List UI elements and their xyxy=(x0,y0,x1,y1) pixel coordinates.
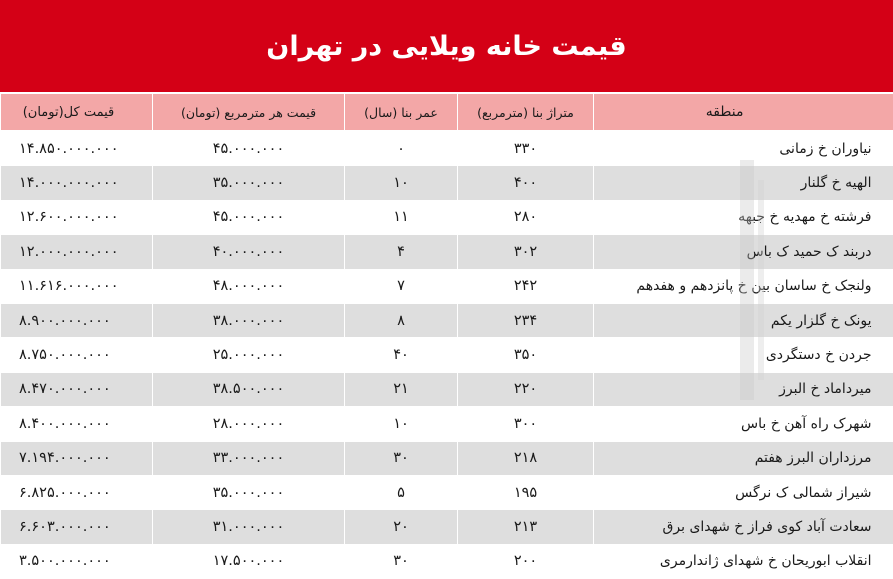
cell-area: ۲۲۰ xyxy=(458,372,594,406)
cell-total-price: ۸.۴۰۰.۰۰۰.۰۰۰ xyxy=(1,407,153,441)
cell-price-per-meter: ۳۳.۰۰۰.۰۰۰ xyxy=(153,441,345,475)
cell-total-price: ۶.۸۲۵.۰۰۰.۰۰۰ xyxy=(1,475,153,509)
header-age: عمر بنا (سال) xyxy=(345,94,458,131)
cell-total-price: ۱۲.۰۰۰.۰۰۰.۰۰۰ xyxy=(1,235,153,269)
cell-price-per-meter: ۳۸.۵۰۰.۰۰۰ xyxy=(153,372,345,406)
page-title: قیمت خانه ویلایی در تهران xyxy=(266,31,626,62)
cell-area: ۲۴۲ xyxy=(458,269,594,303)
cell-price-per-meter: ۳۵.۰۰۰.۰۰۰ xyxy=(153,166,345,200)
cell-region: شیراز شمالی ک نرگس xyxy=(594,475,893,509)
cell-region: فرشته خ مهدیه خ جبهه xyxy=(594,200,893,234)
cell-price-per-meter: ۳۱.۰۰۰.۰۰۰ xyxy=(153,510,345,544)
table-header-row xyxy=(1,94,893,131)
cell-age: ۰ xyxy=(345,131,458,166)
cell-total-price: ۱۴.۸۵۰.۰۰۰.۰۰۰ xyxy=(1,131,153,166)
cell-area: ۲۱۳ xyxy=(458,510,594,544)
cell-region: مرزداران البرز هفتم xyxy=(594,441,893,475)
table-row xyxy=(1,131,893,166)
table-row xyxy=(1,441,893,475)
cell-age: ۴۰ xyxy=(345,338,458,372)
header-region: منطقه xyxy=(594,94,893,131)
header-area: متراژ بنا (مترمربع) xyxy=(458,94,594,131)
cell-age: ۵ xyxy=(345,475,458,509)
cell-age: ۱۱ xyxy=(345,200,458,234)
table-row xyxy=(1,544,893,578)
cell-total-price: ۳.۵۰۰.۰۰۰.۰۰۰ xyxy=(1,544,153,578)
cell-region: میرداماد خ البرز xyxy=(594,372,893,406)
cell-age: ۳۰ xyxy=(345,544,458,578)
cell-area: ۳۰۲ xyxy=(458,235,594,269)
cell-area: ۳۳۰ xyxy=(458,131,594,166)
header-total-price: قیمت کل(تومان) xyxy=(1,94,153,131)
table-row xyxy=(1,475,893,509)
cell-region: انقلاب ابوریحان خ شهدای ژاندارمری xyxy=(594,544,893,578)
cell-area: ۲۱۸ xyxy=(458,441,594,475)
title-bar xyxy=(0,0,893,92)
cell-total-price: ۸.۴۷۰.۰۰۰.۰۰۰ xyxy=(1,372,153,406)
cell-price-per-meter: ۳۸.۰۰۰.۰۰۰ xyxy=(153,303,345,337)
table-body xyxy=(1,131,893,579)
table-row xyxy=(1,372,893,406)
cell-region: سعادت آباد کوی فراز خ شهدای برق xyxy=(594,510,893,544)
cell-region: ولنجک خ ساسان بین خ پانزدهم و هفدهم xyxy=(594,269,893,303)
cell-region: دربند ک حمید ک باس xyxy=(594,235,893,269)
cell-total-price: ۷.۱۹۴.۰۰۰.۰۰۰ xyxy=(1,441,153,475)
cell-age: ۳۰ xyxy=(345,441,458,475)
cell-total-price: ۱۲.۶۰۰.۰۰۰.۰۰۰ xyxy=(1,200,153,234)
cell-price-per-meter: ۲۸.۰۰۰.۰۰۰ xyxy=(153,407,345,441)
cell-price-per-meter: ۱۷.۵۰۰.۰۰۰ xyxy=(153,544,345,578)
cell-region: نیاوران خ زمانی xyxy=(594,131,893,166)
cell-age: ۷ xyxy=(345,269,458,303)
cell-area: ۳۵۰ xyxy=(458,338,594,372)
price-table xyxy=(0,94,893,579)
cell-area: ۲۰۰ xyxy=(458,544,594,578)
table-row xyxy=(1,303,893,337)
cell-price-per-meter: ۴۵.۰۰۰.۰۰۰ xyxy=(153,131,345,166)
cell-age: ۸ xyxy=(345,303,458,337)
cell-region: الهیه خ گلنار xyxy=(594,166,893,200)
table-row xyxy=(1,338,893,372)
table-row xyxy=(1,407,893,441)
table-row xyxy=(1,510,893,544)
cell-price-per-meter: ۳۵.۰۰۰.۰۰۰ xyxy=(153,475,345,509)
cell-total-price: ۱۱.۶۱۶.۰۰۰.۰۰۰ xyxy=(1,269,153,303)
cell-price-per-meter: ۴۰.۰۰۰.۰۰۰ xyxy=(153,235,345,269)
cell-region: یونک خ گلزار یکم xyxy=(594,303,893,337)
cell-age: ۴ xyxy=(345,235,458,269)
cell-area: ۳۰۰ xyxy=(458,407,594,441)
table-row xyxy=(1,235,893,269)
cell-age: ۲۱ xyxy=(345,372,458,406)
cell-total-price: ۸.۹۰۰.۰۰۰.۰۰۰ xyxy=(1,303,153,337)
cell-price-per-meter: ۲۵.۰۰۰.۰۰۰ xyxy=(153,338,345,372)
header-price-per-meter: قیمت هر مترمربع (تومان) xyxy=(153,94,345,131)
cell-total-price: ۱۴.۰۰۰.۰۰۰.۰۰۰ xyxy=(1,166,153,200)
cell-age: ۱۰ xyxy=(345,407,458,441)
cell-age: ۲۰ xyxy=(345,510,458,544)
cell-price-per-meter: ۴۸.۰۰۰.۰۰۰ xyxy=(153,269,345,303)
cell-price-per-meter: ۴۵.۰۰۰.۰۰۰ xyxy=(153,200,345,234)
cell-total-price: ۸.۷۵۰.۰۰۰.۰۰۰ xyxy=(1,338,153,372)
cell-region: جردن خ دستگردی xyxy=(594,338,893,372)
cell-area: ۲۸۰ xyxy=(458,200,594,234)
cell-area: ۴۰۰ xyxy=(458,166,594,200)
table-row xyxy=(1,166,893,200)
cell-total-price: ۶.۶۰۳.۰۰۰.۰۰۰ xyxy=(1,510,153,544)
table-row xyxy=(1,269,893,303)
cell-area: ۱۹۵ xyxy=(458,475,594,509)
cell-area: ۲۳۴ xyxy=(458,303,594,337)
cell-region: شهرک راه آهن خ باس xyxy=(594,407,893,441)
cell-age: ۱۰ xyxy=(345,166,458,200)
table-row xyxy=(1,200,893,234)
